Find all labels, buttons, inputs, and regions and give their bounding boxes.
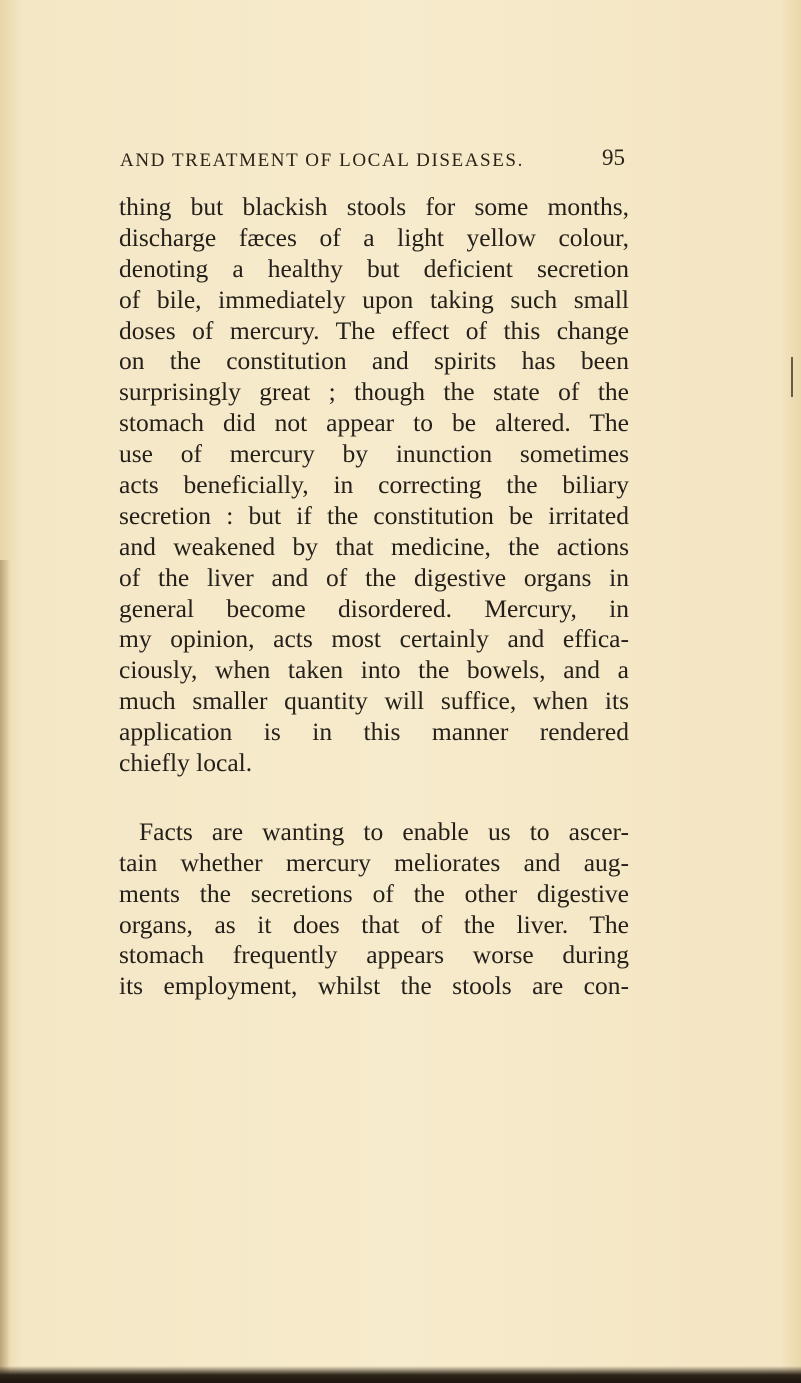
text-line: of bile, immediately upon taking such small bbox=[119, 284, 629, 314]
text-line: much smaller quantity will suffice, when its bbox=[119, 686, 629, 716]
paragraph-2 bbox=[119, 817, 629, 1002]
text-line: thing but blackish stools for some months, bbox=[119, 192, 629, 221]
running-head bbox=[115, 145, 625, 174]
page-number: 95 bbox=[602, 145, 625, 170]
text-line: Facts are wanting to enable us to ascer- bbox=[139, 816, 629, 846]
text-line: acts beneficially, in correcting the biliary bbox=[119, 470, 629, 500]
text-line: chiefly local. bbox=[119, 748, 253, 778]
text-line: organs, as it does that of the liver. The bbox=[119, 909, 629, 939]
text-line: general become disordered. Mercury, in bbox=[119, 593, 629, 623]
paragraph-1 bbox=[119, 192, 629, 779]
body-text bbox=[119, 192, 629, 1002]
text-line: my opinion, acts most certainly and effica- bbox=[119, 624, 629, 654]
text-line: secretion : but if the constitution be irritated bbox=[119, 500, 629, 530]
text-line: surprisingly great ; though the state of the bbox=[119, 377, 629, 407]
paragraph-gap bbox=[119, 779, 629, 817]
text-line: tain whether mercury meliorates and aug- bbox=[119, 847, 629, 877]
text-line: discharge fæces of a light yellow colour, bbox=[119, 222, 629, 252]
text-line: ments the secretions of the other digestive bbox=[119, 878, 629, 908]
text-line: stomach frequently appears worse during bbox=[119, 940, 629, 970]
running-title: AND TREATMENT OF LOCAL DISEASES. bbox=[120, 150, 524, 171]
text-line: use of mercury by inunction sometimes bbox=[119, 439, 629, 469]
text-line: stomach did not appear to be altered. The bbox=[119, 408, 629, 438]
text-line: application is in this manner rendered bbox=[119, 717, 629, 747]
page-left-edge-shadow bbox=[0, 560, 10, 1383]
text-line: of the liver and of the digestive organs in bbox=[119, 562, 629, 592]
margin-mark bbox=[791, 357, 793, 397]
text-line: on the constitution and spirits has been bbox=[119, 346, 629, 376]
text-line: doses of mercury. The effect of this change bbox=[119, 315, 629, 345]
text-line: denoting a healthy but deficient secretion bbox=[119, 253, 629, 283]
text-line: and weakened by that medicine, the actions bbox=[119, 531, 629, 561]
text-line: ciously, when taken into the bowels, and a bbox=[119, 655, 629, 685]
text-line: its employment, whilst the stools are con- bbox=[119, 971, 629, 1001]
page-bottom-edge bbox=[0, 1366, 801, 1383]
